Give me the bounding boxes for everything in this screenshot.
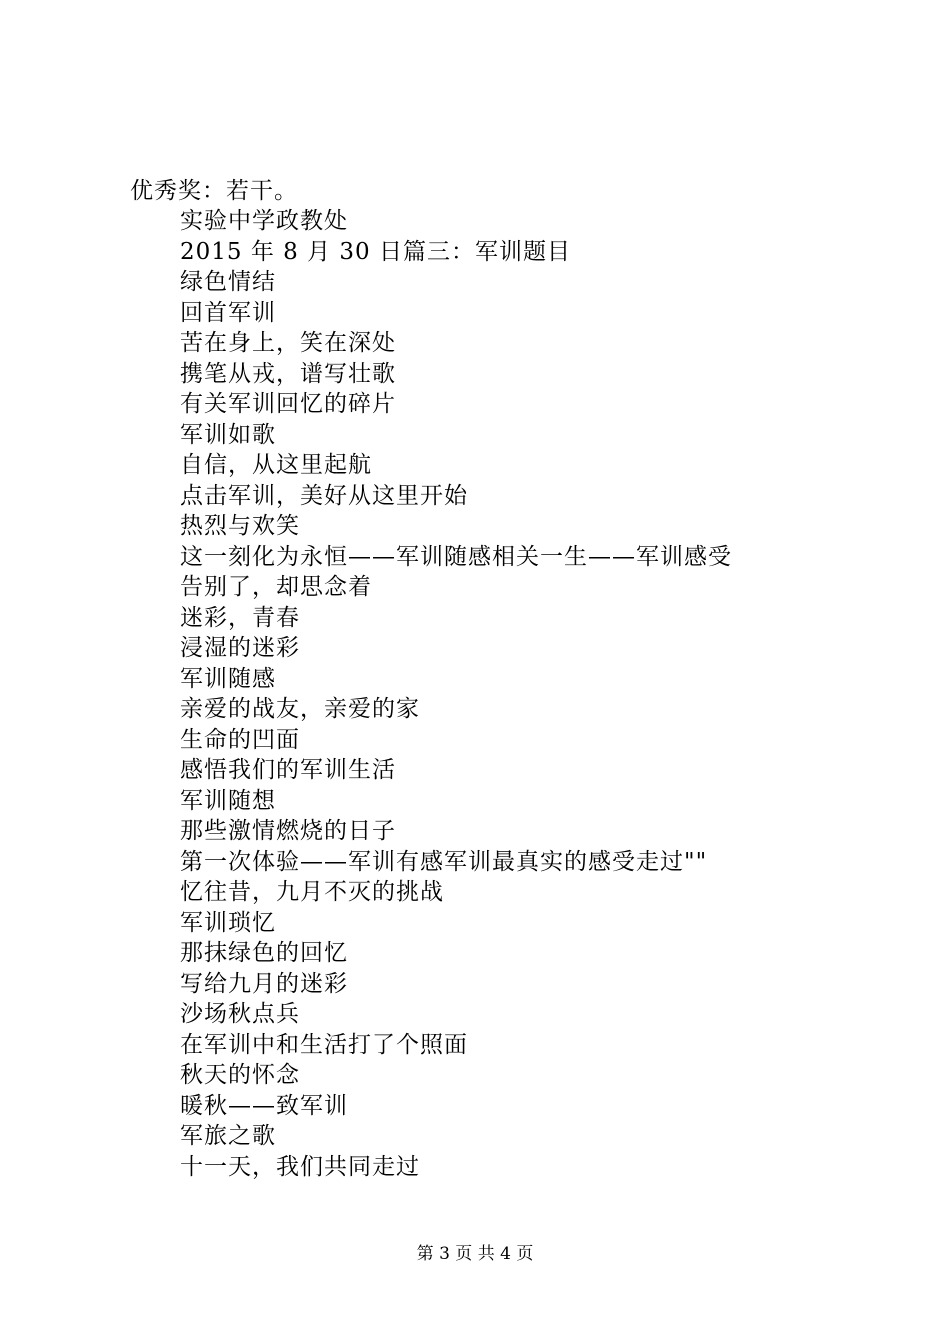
text-line: 有关军训回忆的碎片 [180, 391, 396, 417]
award-line: 优秀奖：若干。 [130, 178, 298, 204]
text-line: 2015 年 8 月 30 日篇三：军训题目 [180, 238, 571, 265]
text-line: 热烈与欢笑 [180, 513, 300, 539]
text-line: 第一次体验——军训有感军训最真实的感受走过"" [180, 848, 708, 875]
title-list [180, 206, 732, 1182]
text-line: 迷彩，青春 [180, 604, 300, 631]
text-line: 秋天的怀念 [180, 1062, 300, 1088]
text-line: 忆往昔，九月不灭的挑战 [180, 879, 444, 905]
text-line: 军旅之歌 [180, 1123, 276, 1149]
text-line: 生命的凹面 [180, 726, 300, 753]
text-line: 感悟我们的军训生活 [180, 757, 396, 783]
text-line: 浸湿的迷彩 [180, 635, 300, 661]
text-line: 暖秋——致军训 [180, 1092, 348, 1119]
text-line: 告别了，却思念着 [180, 574, 372, 600]
text-line: 军训如歌 [180, 421, 276, 448]
text-line: 那些激情燃烧的日子 [180, 818, 396, 844]
text-line: 点击军训，美好从这里开始 [180, 482, 468, 509]
text-line: 携笔从戎，谱写壮歌 [180, 360, 396, 387]
text-line: 军训随感 [180, 665, 276, 692]
text-line: 在军训中和生活打了个照面 [180, 1031, 468, 1058]
text-line: 亲爱的战友，亲爱的家 [180, 696, 420, 722]
text-line: 回首军训 [180, 299, 276, 326]
text-line: 写给九月的迷彩 [180, 970, 348, 997]
text-line: 沙场秋点兵 [180, 1001, 300, 1027]
text-line: 苦在身上，笑在深处 [180, 330, 396, 356]
text-line: 绿色情结 [180, 269, 276, 295]
text-line: 自信，从这里起航 [180, 452, 372, 478]
text-line: 军训琐忆 [180, 909, 276, 936]
text-line: 这一刻化为永恒——军训随感相关一生——军训感受 [180, 543, 732, 570]
page-footer: 第 3 页 共 4 页 [416, 1244, 534, 1264]
text-line: 那抹绿色的回忆 [180, 940, 348, 966]
text-line: 军训随想 [180, 787, 276, 814]
text-line: 实验中学政教处 [180, 208, 348, 234]
text-line: 十一天，我们共同走过 [180, 1153, 420, 1180]
